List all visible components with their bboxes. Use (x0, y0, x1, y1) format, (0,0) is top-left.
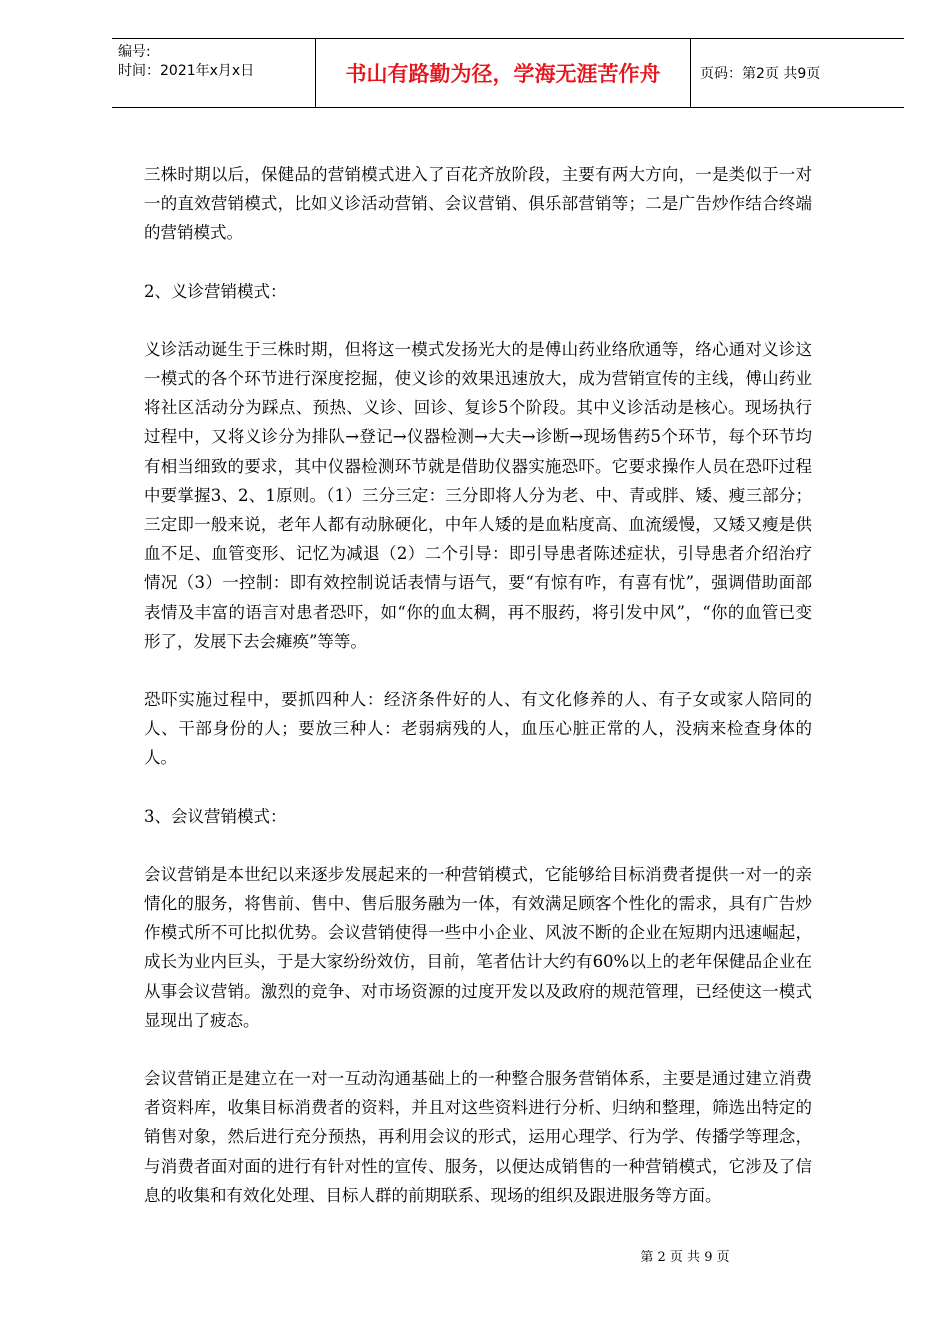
page-footer (0, 1246, 950, 1265)
section-heading-free-clinic: 2、义诊营销模式： (144, 281, 287, 301)
paragraph-free-clinic: 义诊活动诞生于三株时期，但将这一模式发扬光大的是傅山药业络欣通等，络心通对义诊这一模式的各个环节进行深度挖掘，使义诊的效果迅速放大，成为营销宣传的主线，傅山药业将社区活动分为踩点、预热、义诊、回诊、复诊5个阶段。其中义诊活动是核心。现场执行过程中，又将义诊分为排队→登记→仪器检测→大夫→诊断→现场售药5个环节，每个环节均有相当细致的要求，其中仪器检测环节就是借助仪器实施恐吓。它要求操作人员在恐吓过程中要掌握3、2、1原则。（1）三分三定：三分即将人分为老、中、青或胖、矮、瘦三部分；三定即一般来说，老年人都有动脉硬化，中年人矮的是血粘度高、血流缓慢，又矮又瘦是供血不足、血管变形、记忆为减退（2）二个引导：即引导患者陈述症状，引导患者介绍治疗情况（3）一控制：即有效控制说话表情与语气，要“有惊有咋，有喜有忧”，强调借助面部表情及丰富的语言对患者恐吓，如“你的血太稠，再不服药，将引发中风”，“你的血管已变形了，发展下去会瘫痪”等等。 (144, 339, 812, 651)
time-label: 时间：2021年x月x日 (118, 63, 255, 79)
paragraph-conference-intro: 会议营销是本世纪以来逐步发展起来的一种营销模式，它能够给目标消费者提供一对一的亲情化的服务，将售前、售中、售后服务融为一体，有效满足顾客个性化的需求，具有广告炒作模式所不可比拟优势。会议营销使得一些中小企业、风波不断的企业在短期内迅速崛起，成长为业内巨头，于是大家纷纷效仿，目前，笔者估计大约有60%以上的老年保健品企业在从事会议营销。激烈的竞争、对市场资源的过度开发以及政府的规范管理，已经使这一模式显现出了疲态。 (144, 864, 812, 1030)
header-page-info: 页码：第2页 共9页 (700, 66, 821, 82)
footer-page-number: 第 2 页 共 9 页 (640, 1250, 730, 1265)
paragraph-intro: 三株时期以后，保健品的营销模式进入了百花齐放阶段，主要有两大方向，一是类似于一对一的直效营销模式，比如义诊活动营销、会议营销、俱乐部营销等；二是广告炒作结合终端的营销模式。 (144, 165, 812, 243)
document-body (144, 160, 812, 1210)
section-heading-conference: 3、会议营销模式： (144, 806, 287, 826)
number-label: 编号: (118, 44, 151, 60)
header-motto: 书山有路勤为径，学海无涯苦作舟 (315, 39, 691, 107)
paragraph-conference-system: 会议营销正是建立在一对一互动沟通基础上的一种整合服务营销体系，主要是通过建立消费者资料库，收集目标消费者的资料，并且对这些资料进行分析、归纳和整理，筛选出特定的销售对象，然后进行充分预热，再利用会议的形式，运用心理学、行为学、传播学等理念，与消费者面对面的进行有针对性的宣传、服务，以便达成销售的一种营销模式，它涉及了信息的收集和有效化处理、目标人群的前期联系、现场的组织及跟进服务等方面。 (144, 1069, 812, 1205)
header-meta (112, 39, 315, 107)
paragraph-target-groups: 恐吓实施过程中，要抓四种人：经济条件好的人、有文化修养的人、有子女或家人陪同的人、干部身份的人；要放三种人：老弱病残的人，血压心脏正常的人，没病来检查身体的人。 (144, 690, 812, 768)
page-header (112, 38, 904, 108)
